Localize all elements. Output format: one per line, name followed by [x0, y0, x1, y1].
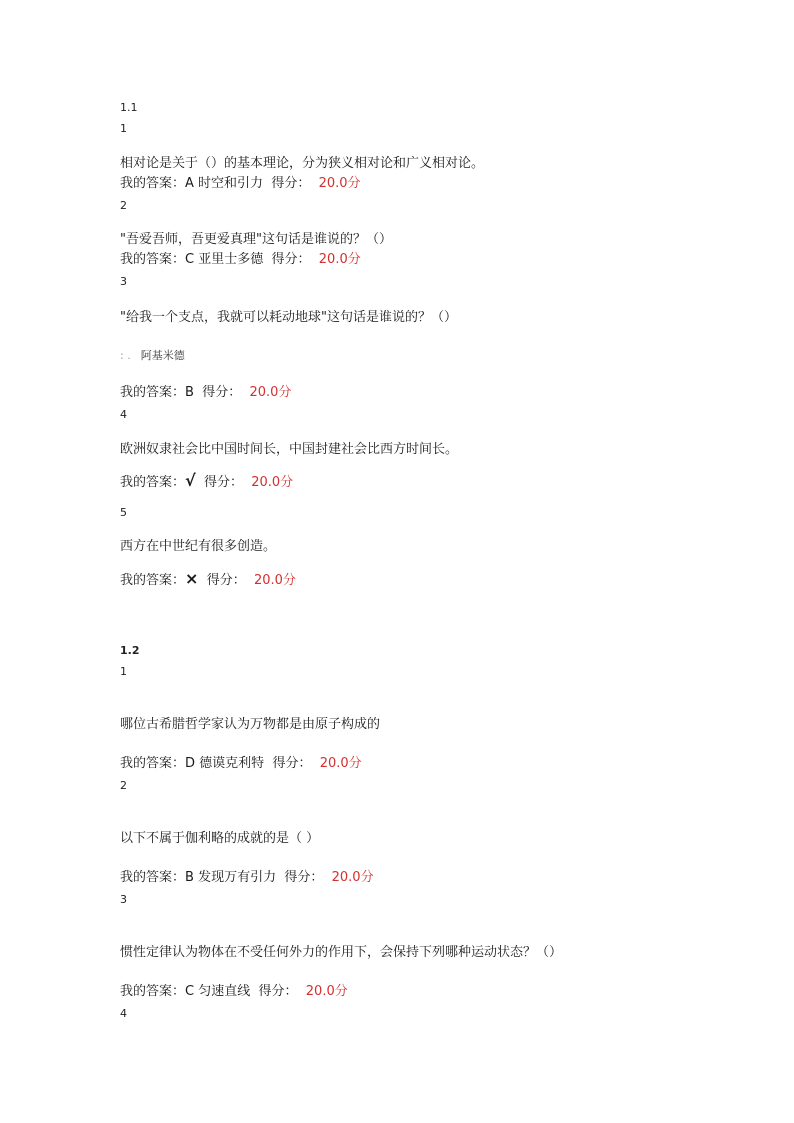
- score-label: 得分：: [284, 870, 324, 885]
- question-text: "吾爱吾师，吾更爱真理"这句话是谁说的？（）: [120, 232, 392, 247]
- answer-line: [120, 177, 361, 190]
- answer-value: A 时空和引力: [185, 176, 264, 191]
- score-value: 20.0分: [318, 176, 361, 191]
- score-value: 20.0分: [253, 573, 296, 588]
- check-mark-icon: √: [185, 471, 196, 490]
- score-label: 得分：: [272, 756, 312, 771]
- answer-line: [120, 473, 293, 489]
- answer-line: [120, 571, 296, 587]
- score-value: 20.0分: [318, 252, 361, 267]
- option-text: 阿基米德: [140, 349, 185, 362]
- question-number: 3: [120, 893, 127, 906]
- score-label: 得分：: [202, 385, 242, 400]
- answer-line: [120, 985, 348, 998]
- answer-prefix: 我的答案：: [120, 252, 186, 267]
- question-number: 3: [120, 275, 127, 288]
- question-text: 相对论是关于（）的基本理论，分为狭义相对论和广义相对论。: [120, 156, 485, 171]
- answer-prefix: 我的答案：: [120, 176, 186, 191]
- answer-value: B 发现万有引力: [185, 870, 277, 885]
- option-item: [120, 350, 185, 361]
- question-text: 惯性定律认为物体在不受任何外力的作用下，会保持下列哪种运动状态？（）: [120, 945, 563, 960]
- score-value: 20.0分: [305, 984, 348, 999]
- answer-prefix: 我的答案：: [120, 756, 186, 771]
- answer-prefix: 我的答案：: [120, 475, 186, 490]
- section-label: 1.2: [120, 644, 140, 657]
- question-number: 1: [120, 122, 127, 135]
- answer-prefix: 我的答案：: [120, 870, 186, 885]
- score-value: 20.0分: [249, 385, 292, 400]
- question-number: 1: [120, 665, 127, 678]
- score-value: 20.0分: [251, 475, 294, 490]
- score-value: 20.0分: [319, 756, 362, 771]
- answer-line: [120, 253, 361, 266]
- cross-mark-icon: ×: [185, 569, 199, 588]
- question-text: 西方在中世纪有很多创造。: [120, 539, 277, 554]
- question-text: "给我一个支点，我就可以耗动地球"这句话是谁说的？（）: [120, 310, 457, 325]
- answer-prefix: 我的答案：: [120, 385, 186, 400]
- question-text: 欧洲奴隶社会比中国时间长，中国封建社会比西方时间长。: [120, 442, 459, 457]
- answer-prefix: 我的答案：: [120, 573, 186, 588]
- answer-line: [120, 757, 362, 770]
- answer-value: C 亚里士多德: [185, 252, 264, 267]
- question-number: 4: [120, 408, 127, 421]
- answer-value: D 德谟克利特: [185, 756, 265, 771]
- option-bullet: : .: [120, 349, 131, 362]
- question-number: 4: [120, 1007, 127, 1020]
- question-number: 5: [120, 506, 127, 519]
- question-number: 2: [120, 779, 127, 792]
- section-label: 1.1: [120, 101, 138, 114]
- question-text: 哪位古希腊哲学家认为万物都是由原子构成的: [120, 717, 381, 732]
- answer-value: C 匀速直线: [185, 984, 251, 999]
- answer-line: [120, 386, 291, 399]
- score-value: 20.0分: [331, 870, 374, 885]
- score-label: 得分：: [203, 475, 243, 490]
- score-label: 得分：: [258, 984, 298, 999]
- answer-prefix: 我的答案：: [120, 984, 186, 999]
- answer-value: B: [185, 385, 194, 400]
- question-text: 以下不属于伽利略的成就的是（ ）: [120, 831, 320, 846]
- question-number: 2: [120, 199, 127, 212]
- answer-line: [120, 871, 374, 884]
- score-label: 得分：: [271, 252, 311, 267]
- score-label: 得分：: [206, 573, 246, 588]
- score-label: 得分：: [271, 176, 311, 191]
